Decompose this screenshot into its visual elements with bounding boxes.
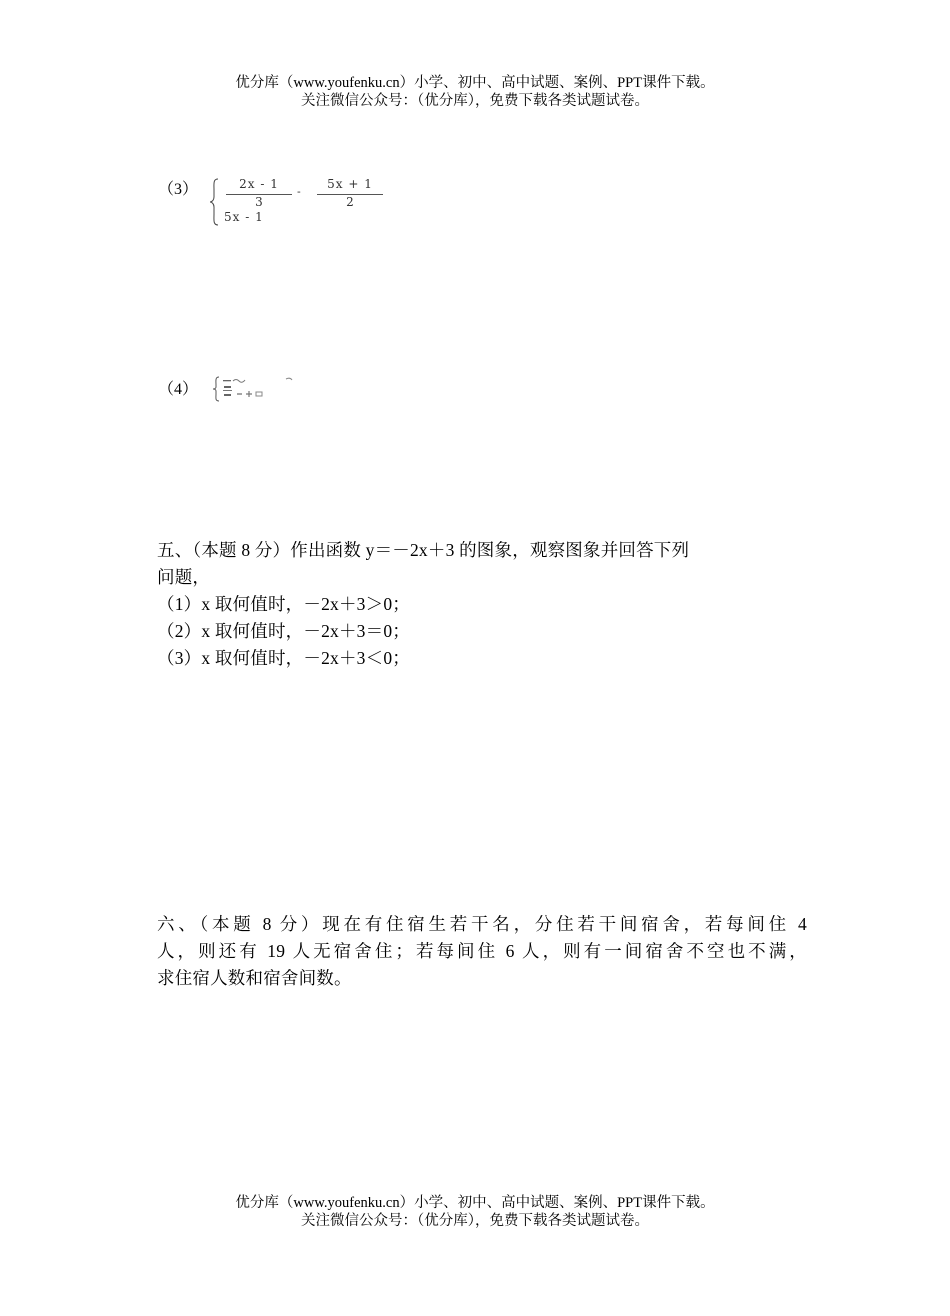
header-line-1: 优分库（www.youfenku.cn）小学、初中、高中试题、案例、PPT课件下载。	[235, 75, 715, 91]
section-5-line-1: 五、（本题 8 分）作出函数 y＝－2x＋3 的图象，观察图象并回答下列	[157, 540, 690, 560]
section-5-question-1: （1）x 取何值时，－2x＋3＞0；	[157, 594, 410, 614]
fraction-1-denominator: 3	[255, 195, 263, 209]
section-6	[157, 911, 807, 992]
section-5-line-2: 问题，	[157, 567, 211, 587]
section-5-question-2: （2）x 取何值时，－2x＋3＝0；	[157, 621, 410, 641]
section-5	[157, 537, 807, 672]
header-line-2: 关注微信公众号：（优分库），免费下载各类试题试卷。	[301, 93, 649, 109]
problem-4-label: （4）	[158, 381, 199, 398]
footer-line-1: 优分库（www.youfenku.cn）小学、初中、高中试题、案例、PPT课件下载。	[235, 1195, 715, 1211]
fraction-2-numerator: 5x + 1	[327, 177, 373, 191]
footer-line-2: 关注微信公众号：（优分库），免费下载各类试题试卷。	[301, 1213, 649, 1229]
problem-3-label: （3）	[158, 181, 199, 198]
fraction-2-denominator: 2	[346, 195, 354, 209]
section-6-line-1: 六、（本题 8 分）现在有住宿生若干名，分住若干间宿舍，若每间住 4	[157, 914, 807, 934]
minus-operator: -	[297, 185, 301, 198]
page-header	[0, 74, 950, 110]
system-line-2: 5x - 1	[224, 210, 264, 224]
section-6-line-2: 人，则还有 19 人无宿舍住；若每间住 6 人，则有一间宿舍不空也不满，	[157, 941, 807, 961]
fraction-1-numerator: 2x - 1	[239, 177, 279, 191]
problem-4-formula-image	[212, 376, 312, 402]
section-5-question-3: （3）x 取何值时，－2x＋3＜0；	[157, 648, 410, 668]
left-brace-icon	[209, 178, 219, 226]
page-footer	[0, 1194, 950, 1230]
section-6-line-3: 求住宿人数和宿舍间数。	[157, 968, 352, 988]
